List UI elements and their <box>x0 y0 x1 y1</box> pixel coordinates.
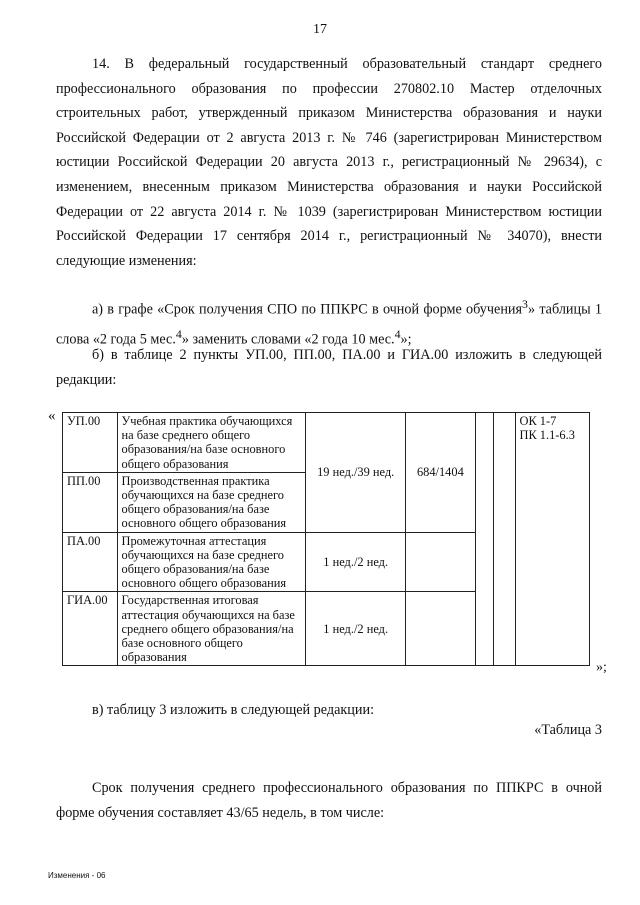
paragraph-14 <box>56 52 602 273</box>
duration-text: Срок получения среднего профессионального образования по ППКРС в очной форме обучения составляет 43/65 недель, в том числе: <box>56 780 602 821</box>
competencies-pk: ПК 1.1-6.3 <box>519 428 575 443</box>
practice-weeks: 19 нед./39 нед. <box>306 413 406 533</box>
footer-note: Изменения - 06 <box>48 871 106 880</box>
row-name: Промежуточная аттестация обучающихся на базе среднего общего образования/на базе основного общего образования <box>117 532 306 592</box>
opening-quote: « <box>48 408 56 424</box>
item-c-text: в) таблицу 3 изложить в следующей редакции: <box>92 702 375 718</box>
row-code: УП.00 <box>63 413 118 473</box>
duration-paragraph <box>56 776 602 825</box>
page-number: 17 <box>313 22 327 37</box>
item-a-part2: » таблицы 1 слова «2 года 5 мес. <box>56 301 602 349</box>
empty-cell <box>475 413 493 666</box>
footnote-ref: 3 <box>522 297 528 311</box>
item-a-part4: »; <box>400 332 412 349</box>
footnote-ref: 4 <box>175 327 182 342</box>
practice-hours: 684/1404 <box>406 413 476 533</box>
competencies <box>515 413 590 666</box>
row-name: Производственная практика обучающихся на базе среднего общего образования/на базе основного общего образования <box>117 472 306 532</box>
row-weeks: 1 нед./2 нед. <box>306 592 406 666</box>
row-code: ПА.00 <box>63 532 118 592</box>
paragraph-14-text: 14. В федеральный государственный образовательный стандарт среднего профессионального образования по профессии 270802.10 Мастер отделочных строительных работ, утвержденный приказом Министерства образования и науки Российской Федерации от 2 августа 2013 г. № 746 (зарегистрирован Министерством юстиции Российской Федерации 20 августа 2013 г., регистрационный № 29634), с изменением, внесенным приказом Министерства образования и науки Российской Федерации от 22 августа 2014 г. № 1039 (зарегистрирован Министерством юстиции Российской Федерации 17 сентября 2014 г., регистрационный № 34070), внести следующие изменения: <box>56 56 602 269</box>
empty-cell <box>493 413 515 666</box>
item-a-part1: а) в графе «Срок получения СПО по ППКРС в очной форме обучения <box>92 301 523 318</box>
item-a-part3: » заменить словами «2 года 10 мес. <box>181 332 395 349</box>
row-name: Государственная итоговая аттестация обучающихся на базе среднего общего образования/на базе основного общего образования <box>117 592 306 666</box>
row-name: Учебная практика обучающихся на базе среднего общего образования/на базе основного общего образования <box>117 413 306 473</box>
closing-quote: »; <box>596 660 607 675</box>
item-c <box>56 698 602 723</box>
competencies-ok: ОК 1-7 <box>519 414 557 428</box>
table-row <box>63 413 590 473</box>
row-code: ПП.00 <box>63 472 118 532</box>
row-weeks: 1 нед./2 нед. <box>306 532 406 592</box>
item-b <box>56 343 602 392</box>
item-b-text: б) в таблице 2 пункты УП.00, ПП.00, ПА.00 и ГИА.00 изложить в следующей редакции: <box>56 347 602 388</box>
row-hours <box>406 592 476 666</box>
row-hours <box>406 532 476 592</box>
table3-label: «Таблица 3 <box>534 722 602 738</box>
footnote-ref: 4 <box>394 327 401 342</box>
row-code: ГИА.00 <box>63 592 118 666</box>
program-table <box>62 412 590 666</box>
